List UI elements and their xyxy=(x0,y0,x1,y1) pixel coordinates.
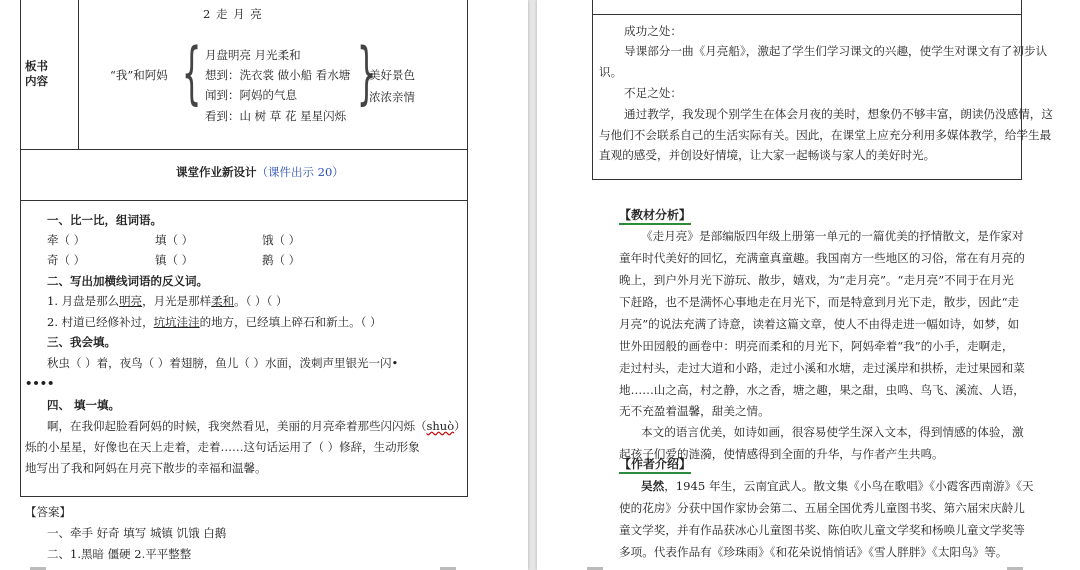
lesson-title: 2 走 月 亮 xyxy=(203,7,263,21)
author-heading: 【作者介绍】 xyxy=(619,455,691,472)
table-border-right xyxy=(1021,0,1022,180)
analysis-line: 晚上，到户外月光下游玩、散步，嬉戏，为“走月亮”。“走月亮”不同于在月光 xyxy=(619,273,1014,287)
board-label: 内容 xyxy=(25,74,48,88)
board-right-text: 美好景色 xyxy=(369,68,415,82)
table-row-divider xyxy=(592,14,1022,15)
table-border-left xyxy=(592,0,593,180)
analysis-line: 《走月亮》是部编版四年级上册第一单元的一篇优美的抒情散文，是作家对 xyxy=(641,229,1024,243)
table-border-right xyxy=(467,0,468,497)
document-page-right xyxy=(537,0,1080,570)
author-line: 吴然，1945 年生，云南宜武人。散文集《小鸟在歌唱》《小霞客西南游》《天 xyxy=(641,479,1034,493)
reflection-line: 导课部分一曲《月亮船》，激起了学生们学习课文的兴趣，使学生对课文有了初步认 xyxy=(624,44,1048,58)
homework-title: 课堂作业新设计 xyxy=(176,165,257,179)
board-right-text: 浓浓亲情 xyxy=(369,90,415,104)
left-brace: { xyxy=(181,34,202,113)
analysis-line: 童年时代美好的回忆，充满童真童趣。我国南方一些地区的习俗，常在有月亮的 xyxy=(619,251,1025,265)
analysis-line: 地……山之高，村之静，水之香，塘之趣，果之甜，虫鸣、鸟飞、溪流、人语， xyxy=(619,383,1025,397)
homework-heading xyxy=(176,165,344,179)
table-row-divider xyxy=(20,149,468,150)
exercise-4-line: 烁的小星星，好像也在天上走着，走着……这句话运用了（ ）修辞，生动形象 xyxy=(25,440,420,454)
table-column-divider xyxy=(78,0,79,149)
board-line: 想到：洗衣裳 做小船 看水塘 xyxy=(205,68,351,82)
board-label: 板书 xyxy=(25,59,48,73)
exercise-2-title: 二、写出加横线词语的反义词。 xyxy=(47,274,208,288)
exercise-3-title: 三、我会填。 xyxy=(47,335,116,349)
exercise-1-item: 填（ ） xyxy=(155,233,194,247)
analysis-line: 本文的语言优美，如诗如画，很容易使学生深入文本，得到情感的体验，激 xyxy=(641,425,1024,439)
exercise-3-line: 秋虫（ ）着，夜鸟（ ）着翅膀，鱼儿（ ）水面，泼刺声里银光一闪• xyxy=(47,356,399,370)
author-line: 多项。代表作品有《珍珠雨》《和花朵说悄悄话》《雪人胖胖》《太阳鸟》等。 xyxy=(619,545,1008,559)
exercise-4-line: 啊，在我仰起脸看阿妈的时候，我突然看见，美丽的月亮牵着那些闪闪烁（shuò） xyxy=(47,419,466,433)
exercise-2-question-1: 1. 月盘是那么明亮，月光是那样柔和。（ ）（ ） xyxy=(47,294,288,308)
reflection-line: 识。 xyxy=(599,65,623,79)
exercise-4-line: 地写出了我和阿妈在月亮下散步的幸福和温馨。 xyxy=(25,461,267,475)
exercise-3-line: •••• xyxy=(25,376,55,390)
analysis-line: 下赶路，也不是满怀心事地走在月光下，而是特意到月光下走，散步，因此“走 xyxy=(619,295,1020,309)
success-label: 成功之处： xyxy=(624,24,682,38)
analysis-line: 月亮”的说法充满了诗意，读着这篇文章，使人不由得走进一幅如诗，如梦，如 xyxy=(619,317,1020,331)
table-row-divider xyxy=(20,200,468,201)
table-row-divider xyxy=(592,179,1022,180)
answer-line: 一、牵手 好奇 填写 城镇 饥饿 白鹅 xyxy=(47,526,227,540)
analysis-line: 无不充盈着温馨，甜美之情。 xyxy=(619,404,770,418)
analysis-line: 走过村头，走过大道和小路，走过小溪和水塘，走过溪岸和拱桥，走过果园和菜 xyxy=(619,361,1025,375)
answer-line: 二、1.黑暗 僵硬 2.平平整整 xyxy=(47,547,192,561)
exercise-1-item: 奇（ ） xyxy=(47,253,86,267)
homework-note: （课件出示 20） xyxy=(256,165,344,179)
board-line: 闻到：阿妈的气息 xyxy=(205,88,297,102)
document-page-left xyxy=(0,0,528,570)
fail-label: 不足之处： xyxy=(624,86,682,100)
board-left-text: “我”和阿妈 xyxy=(110,68,168,82)
board-line: 看到：山 树 草 花 星星闪烁 xyxy=(205,109,347,123)
board-line: 月盘明亮 月光柔和 xyxy=(205,48,301,62)
exercise-2-question-2: 2. 村道已经修补过，坑坑洼洼的地方，已经填上碎石和新土。（ ） xyxy=(47,315,382,329)
reflection-line: 直观的感受，并创设好情境，让大家一起畅谈与家人的美好时光。 xyxy=(599,148,936,162)
author-line: 童文学奖，并有作品获冰心儿童图书奖、陈伯吹儿童文学奖和杨唤儿童文学奖等 xyxy=(619,523,1025,537)
reflection-line: 通过教学，我发现个别学生在体会月夜的美时，想象仍不够丰富，朗读仍没感情，这 xyxy=(624,107,1053,121)
analysis-line: 起孩子们爱的涟漪，使情感得到全面的升华，与作者产生共鸣。 xyxy=(619,447,944,461)
exercise-1-item: 牵（ ） xyxy=(47,233,86,247)
author-name: 吴然 xyxy=(641,479,665,493)
table-border-left xyxy=(20,0,21,497)
exercise-1-item: 饿（ ） xyxy=(262,233,301,247)
right-brace: } xyxy=(356,34,377,113)
exercise-1-item: 鹅（ ） xyxy=(262,253,301,267)
exercise-4-title: 四、 填一填。 xyxy=(47,398,121,412)
analysis-heading: 【教材分析】 xyxy=(619,206,691,223)
table-row-divider xyxy=(20,496,468,497)
answer-title: 【答案】 xyxy=(25,505,71,519)
reflection-line: 与他们不会联系自己的生活实际有关。因此，在课堂上应充分利用多媒体教学，给学生最 xyxy=(599,128,1052,142)
analysis-line: 世外田园般的画卷中：明亮而柔和的月光下，阿妈牵着“我”的小手，走啊走， xyxy=(619,339,1014,353)
exercise-1-title: 一、比一比，组词语。 xyxy=(47,213,162,227)
exercise-1-item: 镇（ ） xyxy=(155,253,194,267)
author-line: 使的花房》分获中国作家协会第二、五届全国优秀儿童图书奖、第六届宋庆龄儿 xyxy=(619,501,1025,515)
